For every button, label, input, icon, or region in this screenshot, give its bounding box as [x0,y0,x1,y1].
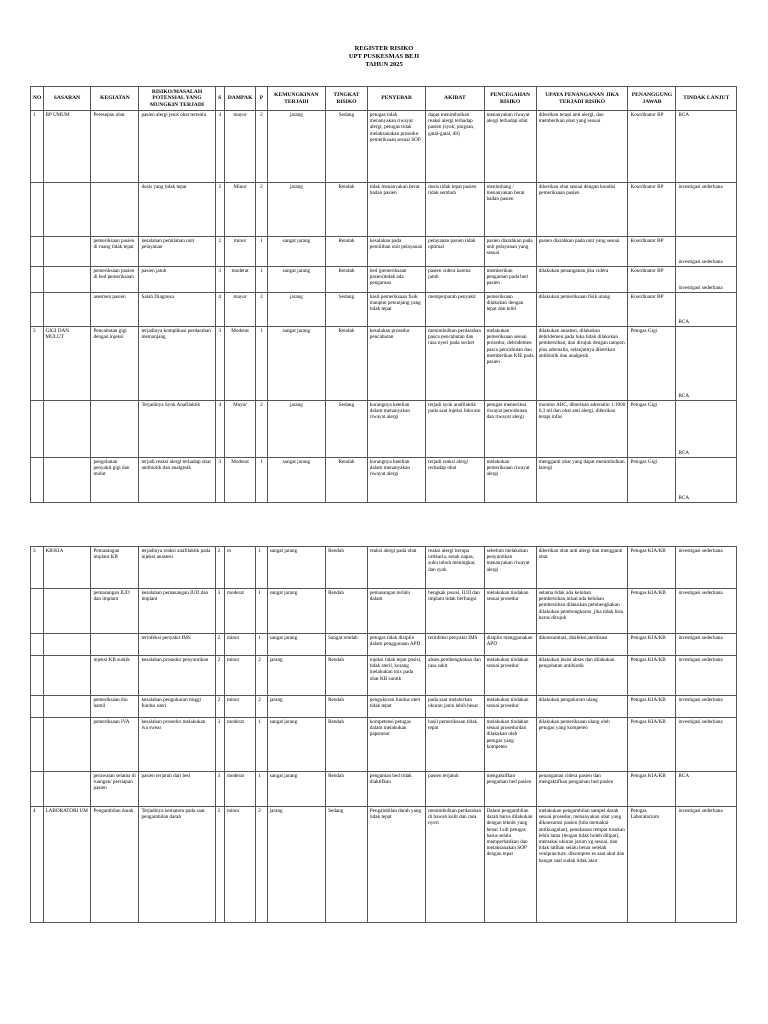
cell-tl: RCA [676,293,737,327]
cell-sasaran [43,772,91,807]
cell-pj: Petugas KIA/KB [628,634,676,656]
cell-tingkat: Rendah [326,772,368,807]
cell-risiko: terjadi reaksi alergi terhadap obat antibiotik dan analgesik [139,458,215,503]
cell-kemungkinan: sangat jarang [267,458,325,503]
cell-tingkat: Rendah [326,458,368,503]
cell-dampak: minor [224,656,255,696]
cell-risiko: terinfeksi penyakit IMS [139,634,215,656]
cell-kemungkinan: jarang [267,401,325,458]
cell-dampak: minor [224,237,255,267]
cell-tingkat: Rendah [326,656,368,696]
cell-pencegahan: melakukan pemeriksaan sesuai prosedur, debridemen pasca pencabutan dan memberikan KIE pada pasien [484,327,536,401]
cell-tl: RCA [676,401,737,458]
cell-pencegahan: sebelum melakukan penyuntikan menanyakan riwayat alergi [484,547,536,589]
cell-s: 2 [215,807,224,923]
cell-upaya: dikonsumtasi, disifeksi,sterilisasi [536,634,628,656]
cell-tl: RCA [676,111,737,183]
cell-dampak: moderat [224,772,255,807]
table-row [31,401,737,458]
cell-sasaran [43,267,91,293]
cell-pj: Petugas Laboratorium [628,807,676,923]
cell-pencegahan: Dalam pengambilan darah harus dilakukan dengan teknik yang benar 1xdi petugas harus selalu memperhatikan dan melaksanakan SOP dengan tepat [484,807,536,923]
cell-penyebab: kesalahan prosedur pencabutan [367,327,425,401]
cell-kegiatan: perawatan selama di ruangan/ persiapan pasien [91,772,139,807]
cell-dampak: minor [224,807,255,923]
cell-kemungkinan: jarang [267,293,325,327]
column-header-penyebab: PENYEBAB [367,87,425,111]
cell-s: 3 [215,267,224,293]
column-header-kemungkinan: KEMUNGKINAN TERJADI [267,87,325,111]
cell-akibat: terinfeksi penyakit IMS [426,634,484,656]
column-header-pencegahan: PENCEGAHAN RISIKO [484,87,536,111]
cell-p: 1 [256,327,267,401]
cell-no [31,589,44,634]
cell-upaya: pasien diarahkan pada unit yang sesuai [536,237,628,267]
cell-kemungkinan: sangat jarang [267,237,325,267]
cell-kemungkinan: sangat jarang [267,589,325,634]
cell-akibat: bengkak posisi, IUD dan implant tidak berfungsi [426,589,484,634]
cell-s: 4 [215,111,224,183]
cell-sasaran [43,458,91,503]
cell-kemungkinan: jarang [267,807,325,923]
cell-akibat: memperparah penyakit [426,293,484,327]
cell-pj: Koordinator BP [628,267,676,293]
cell-upaya: diberikan obat anti alergi dan mengganti obat [536,547,628,589]
cell-dampak: Minor [224,183,255,237]
cell-upaya: melakukan pengambilan sampel darah sesuai prosedur, menanyakan obat yang dikonsumsi pasien (bila memakai antikoagulan), penekanan tempat tusukan lebih lama (lengan tidak boleh dilipat), memakai ukuran jarum yg sesuai, dan tidak latihan selalu benar setelah venipuncture. dikompres es saat akut dan hangat saat sudah tidak akut [536,807,628,923]
cell-tl: investigasi sederhana [676,267,737,293]
cell-tl: RCA [676,327,737,401]
cell-s: 2 [215,547,224,589]
cell-no [31,183,44,237]
cell-kemungkinan: sangat jarang [267,547,325,589]
cell-s: 3 [215,458,224,503]
cell-p: 1 [256,589,267,634]
cell-risiko: Terjadinya Syok Anafilaktik [139,401,215,458]
cell-tl: investigasi sederhana [676,807,737,923]
cell-tl: investigasi sederhana [676,634,737,656]
cell-pj: Koordinator BP [628,293,676,327]
cell-no: 2 [31,327,44,401]
table-row [31,696,737,718]
cell-tl: investigasi sederhana [676,589,737,634]
cell-pencegahan: memberikan pengaman pada bed pasien [484,267,536,293]
cell-akibat: reaksi alergi berupa urtikaria, sesak napas, suhu tubuh meningkat, dan syok [426,547,484,589]
cell-kemungkinan: sangat jarang [267,267,325,293]
cell-akibat: terjadi syok anafilaktik pada saat injeksi lidocain [426,401,484,458]
cell-no [31,772,44,807]
cell-tingkat: Sedang [326,111,368,183]
cell-penyebab: pemasangan terlalu dalam [367,589,425,634]
cell-tl: investigasi sederhana [676,718,737,772]
cell-kegiatan [91,634,139,656]
cell-no [31,401,44,458]
cell-upaya: diberikan terapi anti alergi, dan memberikan obat yang sesuai [536,111,628,183]
cell-p: 2 [256,696,267,718]
cell-p: 1 [256,772,267,807]
cell-sasaran [43,589,91,634]
cell-penyebab: Pengambilan darah yang tidak tepat [367,807,425,923]
cell-kegiatan: pemasangan IUD dan implant [91,589,139,634]
cell-s: 3 [215,589,224,634]
cell-akibat: pasien cidera karena jatuh [426,267,484,293]
cell-no [31,237,44,267]
doc-subtitle-year: TAHUN 2025 [365,61,403,68]
column-header-risiko: RISIKO/MASALAH POTENSIAL YANG MUNGKIN TERJADI [139,87,215,111]
cell-pj: Petugas KIA/KB [628,547,676,589]
cell-pj: Petugas KIA/KB [628,772,676,807]
cell-pencegahan: melakukan tindakan sesuai prosedur [484,656,536,696]
cell-sasaran: KB/KIA [43,547,91,589]
column-header-tingkat: TINGKAT RISIKO [326,87,368,111]
cell-p: 2 [256,807,267,923]
column-header-upaya: UPAYA PENANGANAN JIKA TERJADI RISIKO [536,87,628,111]
cell-tingkat: Sangat rendah [326,634,368,656]
cell-upaya: monitor ABC, diberikan adrenalin 1:1000 0,3 ml dan obat anti alergi, diberikan terapi infus [536,401,628,458]
cell-no [31,718,44,772]
cell-s: 2 [215,237,224,267]
table-row [31,718,737,772]
cell-p: 2 [256,183,267,237]
cell-tingkat: Rendah [326,267,368,293]
cell-pj: Koordinator BP [628,111,676,183]
cell-p: 2 [256,401,267,458]
cell-penyebab: pengukuran fundus uteri tidak tepat [367,696,425,718]
cell-tingkat: Rendah [326,718,368,772]
cell-risiko: dosis yang tidak tepat [139,183,215,237]
cell-risiko: kesalahan pemilahan unit pelayanan [139,237,215,267]
cell-akibat: pada saat melahirkan ukuran janin lebih besar [426,696,484,718]
cell-kemungkinan: sangat jarang [267,718,325,772]
cell-pencegahan: disiplin menggunakan APD [484,634,536,656]
table-row [31,589,737,634]
cell-tl: investigasi sederhana [676,547,737,589]
cell-akibat: menimbulkan perdarahan pasca pencabutan dan rasa nyeri pada socket [426,327,484,401]
cell-pj: Petugas Gigi [628,458,676,503]
cell-upaya: dilakukan anastesi, dilakukan debridemen pada luka tidak dilakukan pembersihan, dan dirujuk dengan tampon plus adrenalin, selanjutnya diberikan antibiotik dan analgesik [536,327,628,401]
cell-kemungkinan: jarang [267,183,325,237]
cell-akibat: hasil pemeriksaan tidak tepat [426,718,484,772]
cell-kemungkinan: sangat jarang [267,327,325,401]
cell-upaya: dilakukan pemeriksaan fisik ulang [536,293,628,327]
cell-penyebab: injeksi tidak tepat posisi, tidak steril, kurang melakukan mix pada obat KB suntik [367,656,425,696]
cell-sasaran [43,696,91,718]
doc-title: REGISTER RISIKO [354,45,414,52]
cell-kegiatan: asesmen pasien [91,293,139,327]
cell-upaya: penanganan cidera pasien dan mengaktifkan pengaman bed pasien [536,772,628,807]
cell-pj: Petugas KIA/KB [628,718,676,772]
cell-penyebab: hasil pemeriksaan fisik maupun penunjang yang tidak tepat [367,293,425,327]
table-row [31,547,737,589]
cell-dampak: Moderat [224,327,255,401]
cell-no: 1 [31,111,44,183]
cell-akibat: menimbulkan perdarahan di bawah kulit dan rasa nyeri [426,807,484,923]
cell-pencegahan: petugas memeriksa riwayat pencabutan dan riwayat alergi [484,401,536,458]
cell-pencegahan: menimbang / menanyakan berat badan pasien [484,183,536,237]
cell-dampak: Moderat [224,458,255,503]
cell-penyebab: petugas tidak menanyakan riwayat alergi, petugas tidak melaksanakan prosedur pemeriksaan sesuai SOP [367,111,425,183]
column-header-akibat: AKIBAT [426,87,484,111]
cell-s: 2 [215,634,224,656]
cell-pj: Petugas KIA/KB [628,696,676,718]
table-row [31,267,737,293]
table-row [31,237,737,267]
cell-s: 3 [215,327,224,401]
cell-pencegahan: melakukan tindakan sesuai prosedur [484,589,536,634]
table-row [31,183,737,237]
cell-p: 1 [256,267,267,293]
cell-risiko: kesalahan prosedur melakukan iva swear [139,718,215,772]
cell-tl: RCA [676,458,737,503]
cell-kegiatan: pemeriksaan ibu hamil [91,696,139,718]
cell-kegiatan [91,183,139,237]
column-header-kegiatan: KEGIATAN [91,87,139,111]
cell-tingkat: Sedang [326,807,368,923]
cell-penyebab: tidak menanyakan berat badan pasien [367,183,425,237]
cell-pencegahan: pemeriksaan dilakukan dengan tepat dan teliti [484,293,536,327]
cell-dampak: minor [224,696,255,718]
cell-pencegahan: pasien diarahkan pada unit pelayanan yang sesuai [484,237,536,267]
cell-kegiatan: Peresepan obat [91,111,139,183]
cell-risiko: pasien terjatuh dari bed [139,772,215,807]
column-header-p: P [256,87,267,111]
cell-risiko: terjadinya komplikasi perdarahan memanjang [139,327,215,401]
cell-upaya: dilakukan insisi abses dan dilakukan pengobatan antibiotik [536,656,628,696]
cell-no [31,293,44,327]
column-header-sasaran: SASARAN [43,87,91,111]
doc-subtitle-institution: UPT PUSKESMAS BEJI [348,53,420,60]
cell-kegiatan: Pencabutan gigi dengan injeksi [91,327,139,401]
cell-kegiatan: pengobatan penyakit gigi dan mulut [91,458,139,503]
cell-no [31,634,44,656]
cell-tl: investigasi sederhana [676,183,737,237]
cell-pj: Koordinator BP [628,183,676,237]
cell-risiko: kesalahan pemasangan IUD dan implant [139,589,215,634]
cell-kegiatan [91,401,139,458]
column-header-tl: TINDAK LANJUT [676,87,737,111]
cell-risiko: kesalahan pengukuran tinggi fundus uteri [139,696,215,718]
column-header-pj: PENANGGUNG JAWAB [628,87,676,111]
cell-p: 1 [256,237,267,267]
cell-upaya: dilakukan pengukuran ulang [536,696,628,718]
cell-tl: investigasi sederhana [676,656,737,696]
cell-s: 4 [215,293,224,327]
cell-kemungkinan: jarang [267,656,325,696]
table-row [31,293,737,327]
table-row [31,772,737,807]
cell-kegiatan: Pengambilan darah [91,807,139,923]
table-row [31,634,737,656]
table-row [31,327,737,401]
cell-sasaran [43,183,91,237]
cell-pencegahan: melakukan tindakan sesuai prosedur [484,696,536,718]
table-row [31,656,737,696]
cell-tingkat: Rendah [326,237,368,267]
cell-dampak: moderat [224,589,255,634]
cell-risiko: kesalahan prosedur penyuntikan [139,656,215,696]
cell-upaya: dilakukan pemeriksaan ulang oleh petugas yang kompeten [536,718,628,772]
cell-p: 2 [256,293,267,327]
cell-sasaran [43,401,91,458]
cell-akibat: pelayanan pasien tidak optimal [426,237,484,267]
cell-tingkat: Rendah [326,327,368,401]
cell-sasaran: BP UMUM [43,111,91,183]
cell-s: 3 [215,718,224,772]
cell-tingkat: Sedang [326,293,368,327]
cell-kegiatan: pemeriksaan pasien di bed pemeriksaan [91,267,139,293]
table-row [31,111,737,183]
cell-upaya: selama tidak ada keluhan pembersihan,misal ada keluhan pembersihan dilakukan pembengkakan dilakukan pembungkaran ,jika tidak bisa harus dirujuk [536,589,628,634]
cell-sasaran: GIGI DAN MULUT [43,327,91,401]
cell-p: 2 [256,111,267,183]
cell-kemungkinan: sangat jarang [267,634,325,656]
column-header-no: NO [31,87,44,111]
cell-p: 2 [256,656,267,696]
cell-no [31,696,44,718]
cell-sasaran [43,293,91,327]
cell-dampak: Mayor [224,401,255,458]
column-header-s: S [215,87,224,111]
cell-penyebab: reaksi alergi pada obat [367,547,425,589]
cell-s: 2 [215,696,224,718]
cell-penyebab: kesalahan pada pemilihan unit pelayanan [367,237,425,267]
cell-pj: Petugas Gigi [628,327,676,401]
cell-risiko: pasien alergi jenis obat tertentu [139,111,215,183]
cell-kemungkinan: jarang [267,111,325,183]
cell-upaya: dilakukan penanganan jika cidera [536,267,628,293]
cell-sasaran [43,634,91,656]
cell-penyebab: kurangnya ketelian dalam menanyakan riwayat alergi [367,458,425,503]
cell-dampak: m [224,547,255,589]
cell-tingkat: Rendah [326,589,368,634]
cell-p: 1 [256,547,267,589]
cell-akibat: dosis tidak tepat pasien tidak sembuh [426,183,484,237]
cell-tingkat: Rendah [326,696,368,718]
cell-risiko: Terjadinya hematom pada saat pengambilan darah [139,807,215,923]
cell-pj: Petugas Gigi [628,401,676,458]
cell-kemungkinan: sangat jarang [267,772,325,807]
cell-kegiatan: pemeriksaan IVA [91,718,139,772]
cell-akibat: dapat menimbulkan reaksi alergi terhadap pasien (syok, pingsan, gatal-gatal, dll) [426,111,484,183]
cell-sasaran [43,237,91,267]
cell-s: 2 [215,656,224,696]
cell-kegiatan: pemeriksaan pasien di ruang tidak tepat [91,237,139,267]
cell-akibat: pasien terjatuh [426,772,484,807]
cell-tl: investigasi sederhana [676,237,737,267]
cell-p: 1 [256,718,267,772]
cell-pencegahan: menanyakan riwayat alergi terhadap obat [484,111,536,183]
risk-register-table-2 [30,546,737,923]
risk-register-table-1 [30,86,737,503]
cell-penyebab: kompetensi petugas dalam melakukan papsmear [367,718,425,772]
cell-sasaran: LABORATORI UM [43,807,91,923]
cell-s: 3 [215,772,224,807]
cell-no [31,458,44,503]
cell-upaya: diberikan obat sesuai dengan kondisi pemeriksaan pasien [536,183,628,237]
cell-pencegahan: melakukan tindakan sesuai prosedurdan dilakukan oleh petugas yang kompeten [484,718,536,772]
cell-penyebab: pengaman bed tidak diaktifkan [367,772,425,807]
cell-sasaran [43,656,91,696]
cell-upaya: mengganti obat yang dapat menimbulkan larergi [536,458,628,503]
cell-dampak: moderat [224,718,255,772]
cell-s: 2 [215,183,224,237]
cell-tingkat: Sedang [326,401,368,458]
cell-risiko: Salah Diagnosa [139,293,215,327]
cell-penyebab: petugas tidak disiplin dalam penggunaan APD [367,634,425,656]
cell-dampak: mayor [224,111,255,183]
cell-dampak: moderat [224,267,255,293]
cell-sasaran [43,718,91,772]
cell-pj: Petugas KIA/KB [628,656,676,696]
cell-tl: RCA [676,772,737,807]
cell-pencegahan: mengaktifkan pengaman bed pasien [484,772,536,807]
cell-s: 4 [215,401,224,458]
cell-kegiatan: injeksi KB suntik [91,656,139,696]
cell-kemungkinan: jarang [267,696,325,718]
table-row [31,807,737,923]
cell-tingkat: Rendah [326,183,368,237]
cell-akibat: terjadi reaksi alergi terhadap obat [426,458,484,503]
cell-no [31,656,44,696]
cell-tl: investigasi sederhana [676,696,737,718]
table-row [31,458,737,503]
cell-no: 4 [31,807,44,923]
cell-tingkat: Rendah [326,547,368,589]
cell-kegiatan: Pemasangan implant KB [91,547,139,589]
cell-pj: Petugas KIA/KB [628,589,676,634]
cell-risiko: terjadinya reaksi anafilaktik pada injeksi anastesi [139,547,215,589]
cell-no: 3 [31,547,44,589]
cell-dampak: minor [224,634,255,656]
cell-p: 1 [256,458,267,503]
cell-penyebab: bed (pemeriksaan pasien)tidak ada pengaman [367,267,425,293]
cell-dampak: mayor [224,293,255,327]
cell-pencegahan: melakukan pemeriksaan riwayat alergi [484,458,536,503]
cell-penyebab: kurangnya ketelian dalam menanyakan riwayat alergi [367,401,425,458]
cell-akibat: abses,pembengkakan dan rasa sakit [426,656,484,696]
cell-pj: Koordinator BP [628,237,676,267]
column-header-dampak: DAMPAK [224,87,255,111]
cell-risiko: pasien jatuh [139,267,215,293]
cell-no [31,267,44,293]
cell-p: 1 [256,634,267,656]
